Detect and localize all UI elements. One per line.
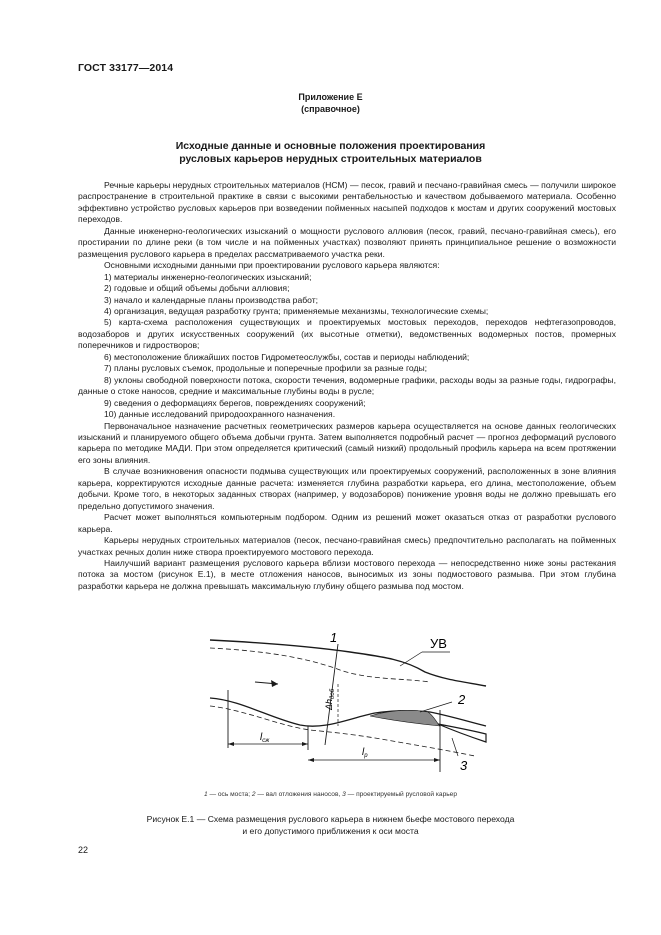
leader-2 bbox=[420, 702, 452, 712]
paragraph: В случае возникновения опасности подмыва существующих или проектируемых сооружений, расположенных в зоне влияния карьера, корректируются исходные данные расчета: изменяется глубина разработки карьера, его длина, местоположение, объем добычи. Кроме того, в некоторых заданных створах (например, у водозаборов) понижение уровня воды не должно превышать его предельно допустимого значения. bbox=[78, 466, 616, 511]
list-item: 7) планы русловых съемок, продольные и поперечные профили за разные годы; bbox=[104, 363, 428, 374]
label-lsj-main: l bbox=[260, 732, 263, 743]
legend-t2: — вал отложения наносов, bbox=[255, 791, 343, 798]
legend-t1: — ось моста; bbox=[207, 791, 252, 798]
page-number: 22 bbox=[78, 845, 89, 855]
paragraph: Первоначальное назначение расчетных геометрических размеров карьера осуществляется на основе данных геологических изысканий и планируемого общего объема добычи грунта. Затем выполняется подробный расчет — прогноз деформаций руслового карьера по методике МАДИ. При этом определяется критический (самый низкий) продольный профиль карьера на всем протяжении его зоны влияния. bbox=[78, 420, 616, 465]
list-item: 9) сведения о деформациях берегов, повреждениях сооружений; bbox=[104, 397, 366, 408]
list-item: 10) данные исследований природоохранного назначения. bbox=[104, 409, 336, 420]
list-item: 6) местоположение ближайших постов Гидрометеослужбы, состав и периоды наблюдений; bbox=[104, 351, 470, 362]
figure-caption bbox=[0, 814, 661, 837]
label-dh-sub: доб bbox=[330, 688, 336, 699]
paragraph: Карьеры нерудных строительных материалов (песок, песчано-гравийная смесь) предпочтительно располагать на пойменных участках речных долин ниже створа проектируемого мостового перехода. bbox=[78, 535, 616, 557]
legend-n3: 3 bbox=[342, 791, 346, 798]
label-dh-main: Δh bbox=[324, 698, 334, 710]
annex-subtitle: (справочное) bbox=[301, 104, 360, 114]
list-item: 5) карта-схема расположения существующих и проектируемых мостовых переходов, переходов нефтегазопроводов, водозаборов и других искусственных сооружений (их высотные отметки), ведомственных водомерных постов, промерных поперечников и гидростворов; bbox=[78, 317, 616, 351]
label-lsj-sub: сж bbox=[262, 738, 270, 744]
document-code: ГОСТ 33177—2014 bbox=[78, 62, 174, 74]
caption-line-1: Рисунок Е.1 — Схема размещения руслового карьера в нижнем бьефе мостового перехода bbox=[146, 814, 515, 824]
lsj-arrow-right bbox=[302, 742, 308, 746]
label-2: 2 bbox=[458, 692, 466, 707]
legend-n2: 2 bbox=[251, 791, 256, 798]
dashed-water-line bbox=[210, 648, 430, 682]
lp-arrow-right bbox=[434, 758, 440, 762]
flow-arrow-head bbox=[271, 680, 278, 687]
section-title-line-2: русловых карьеров нерудных строительных материалов bbox=[179, 153, 482, 165]
figure-e1-diagram bbox=[190, 630, 490, 778]
lsj-arrow-left bbox=[228, 742, 234, 746]
label-lsj bbox=[260, 732, 270, 744]
list-item: 1) материалы инженерно-геологических изысканий; bbox=[104, 271, 312, 282]
annex-title: Приложение Е bbox=[298, 92, 363, 102]
list-item: 2) годовые и общий объемы добычи аллювия; bbox=[104, 283, 290, 294]
list-item: 3) начало и календарные планы производства работ; bbox=[104, 294, 319, 305]
label-uv: УВ bbox=[430, 636, 447, 651]
paragraph: Данные инженерно-геологических изысканий о мощности руслового аллювия (песок, гравий, песчано-гравийная смесь), его простирании по длине реки (в том числе и на пойменных участках) позволяют принять принципиальное решение о возможности размещения руслового карьера в пределах рассматриваемого участка реки. bbox=[78, 225, 616, 259]
paragraph: Основными исходными данными при проектировании руслового карьера являются: bbox=[104, 260, 440, 271]
list-item: 8) уклоны свободной поверхности потока, скорости течения, водомерные графики, расходы воды за разные годы, гидрографы, данные о стоке наносов, средние и максимальные глубины воды в русле; bbox=[78, 374, 616, 397]
section-title-line-1: Исходные данные и основные положения проектирования bbox=[175, 140, 486, 152]
leader-3 bbox=[452, 738, 458, 756]
label-1: 1 bbox=[330, 630, 338, 645]
body-text bbox=[78, 180, 616, 592]
riverbed-profile bbox=[210, 698, 486, 726]
legend-t3: — проектируемый русловой карьер bbox=[345, 791, 458, 798]
paragraph: Речные карьеры нерудных строительных материалов (НСМ) — песок, гравий и песчано-гравийная смесь — получили широкое распространение в строительной практике в связи с высокими рентабельностью и качеством добываемого материала. Особенно эффективно устройство русловых карьеров при возведении пойменных насыпей подходов к мостам и других сооружений мостовых переходов. bbox=[78, 180, 616, 225]
legend-n1: 1 bbox=[203, 791, 208, 798]
quarry-scheme-svg bbox=[190, 630, 490, 778]
paragraph: Расчет может выполняться компьютерным подбором. Одним из решений может оказаться отказ от разработки руслового карьера. bbox=[78, 512, 616, 534]
label-lp-main: l bbox=[362, 747, 365, 758]
label-dh bbox=[324, 688, 336, 711]
figure-legend bbox=[0, 791, 661, 798]
projected-quarry bbox=[438, 724, 486, 742]
label-3: 3 bbox=[460, 758, 468, 773]
list-item: 4) организация, ведущая разработку грунта; применяемые механизмы, технологические схемы; bbox=[104, 305, 489, 316]
leader-uv bbox=[400, 652, 422, 666]
label-lp-sub: р bbox=[364, 753, 368, 759]
section-title bbox=[0, 140, 661, 166]
paragraph: Наилучший вариант размещения руслового карьера вблизи мостового перехода — непосредственно ниже зоны растекания потока за мостом (рисунок Е.1), в месте отложения наносов, выносимых из зоны подмостового размыва. При этом глубина разработки карьера не должна превышать максимальную глубину общего размыва под мостом. bbox=[78, 557, 616, 591]
label-lp bbox=[362, 747, 368, 759]
annex-heading bbox=[0, 91, 661, 115]
caption-line-2: и его допустимого приближения к оси моста bbox=[242, 825, 419, 836]
lp-arrow-left bbox=[308, 758, 314, 762]
